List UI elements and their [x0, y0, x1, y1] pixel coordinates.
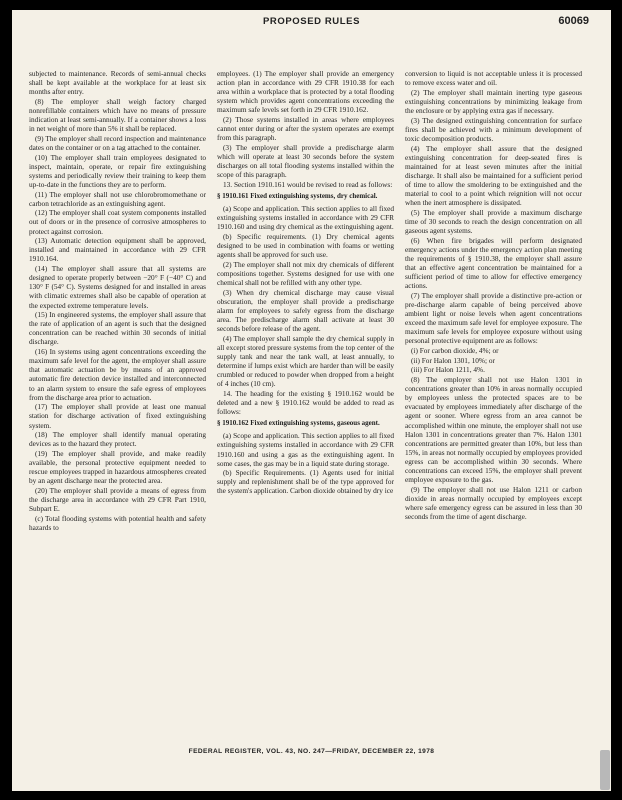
- page-header-title: PROPOSED RULES: [262, 16, 361, 27]
- paragraph: (10) The employer shall train employees designated to inspect, maintain, operate, or repair fire extinguishing systems and periodically review their training to keep them up-to-date in the functions they are to perform.: [29, 152, 206, 189]
- paragraph: (15) In engineered systems, the employer shall assure that the rate of application of an agent is such that the designed concentration can be reached within 30 seconds of initial discharge.: [29, 310, 206, 347]
- paragraph: (8) The employer shall weigh factory charged nonrefillable containers which have no means of pressure indication at least semi-annually. If a container shows a loss in net weight of more than 5% it shall be replaced.: [29, 96, 206, 134]
- paragraph: (8) The employer shall not use Halon 1301 in concentrations greater than 10% in areas normally occupied by employees unless the protected spaces are to be evacuated by employees immediately after discharge of the agent or sooner. Where egress from an area cannot be accomplished within one minute, the employer shall not use Halon 1301 in concentrations greater than 7%. Halon 1301 concentrations are permitted greater than 10%, but less than 15%, in areas not normally occupied by employees provided egress can be accomplished within 30 seconds. Where concentrations can exceed 15%, the employer shall prevent employee exposure to the gas.: [405, 375, 582, 485]
- paragraph: (a) Scope and application. This section applies to all fixed extinguishing systems installed in accordance with 29 CFR 1910.160 and using dry chemical as the extinguishing agent.: [217, 204, 394, 232]
- paragraph: (4) The employer shall assure that the designed extinguishing concentration for deep-seated fires is maintained for at least seven minutes after the initial discharge. It shall also be maintained for a sufficient period of time to allow the smoldering to be extinguished and the material to cool to a point which reignition will not occur when the inert atmosphere is dissipated.: [405, 143, 582, 208]
- paragraph: (3) The designed extinguishing concentration for surface fires shall be achieved with a minimum development of toxic decomposition products.: [405, 115, 582, 143]
- paragraph: (3) The employer shall provide a predischarge alarm which will operate at least 30 seconds before the system discharges on all total flooding systems installed within the scope of this paragraph.: [217, 142, 394, 180]
- text-column-2: [217, 69, 394, 741]
- paragraph: (2) The employer shall not mix dry chemicals of different compositions together. Systems designed for use with one chemical shall not be refilled with any other type.: [217, 259, 394, 288]
- paragraph: (2) The employer shall maintain inerting type gaseous extinguishing concentrations by minimizing leakage from the enclosure or by applying extra gas if necessary.: [405, 87, 582, 115]
- paragraph: (i) For carbon dioxide, 4%; or: [411, 345, 499, 355]
- paragraph: (a) Scope and application. This section applies to all fixed extinguishing systems installed in accordance with 29 CFR 1910.160 and using a gas as the extinguishing agent. In some cases, the gas may be in a liquid state during storage.: [217, 431, 394, 468]
- document-page: [12, 10, 611, 791]
- paragraph: (6) When fire brigades will perform designated emergency actions under the emergency action plan meeting the requirements of § 1910.38, the employer shall assure that an effective agent concentration be maintained for a sufficient period of time to allow for effective emergency actions.: [405, 235, 582, 291]
- paragraph: (9) The employer shall record inspection and maintenance dates on the container or on a tag attached to the container.: [29, 133, 206, 152]
- paragraph: (4) The employer shall sample the dry chemical supply in all except stored pressure systems from the top center of the supply tank and near the tank wall, at least annually, to determine if lumps exist which are harder than will be easily crumbled or reduced to powder when dropped from a height of 4 inches (10 cm).: [217, 333, 394, 389]
- section-heading: § 1910.161 Fixed extinguishing systems, dry chemical.: [217, 192, 378, 200]
- paragraph: (b) Specific Requirements. (1) Agents used for initial supply and replenishment shall be of the type approved for the system's application. Carbon dioxide obtained by dry ice: [217, 468, 394, 496]
- paragraph: (9) The employer shall not use Halon 1211 or carbon dioxide in areas normally occupied by employees except where safe emergency egress can be assured in less than 30 seconds from the time of agent discharge.: [405, 484, 582, 522]
- text-column-3: [405, 69, 582, 741]
- paragraph: (19) The employer shall provide, and make readily available, the personal protective equipment needed to rescue employees trapped in hazardous atmospheres created by an agent discharge near the protected area.: [29, 448, 206, 486]
- paragraph: (2) Those systems installed in areas where employees cannot enter during or after the system operates are exempt from this paragraph.: [217, 115, 394, 143]
- paragraph: (iii) For Halon 1211, 4%.: [411, 365, 485, 375]
- paragraph: (c) Total flooding systems with potential health and safety hazards to: [29, 513, 206, 532]
- paragraph: (7) The employer shall provide a distinctive pre-action or pre-discharge alarm capable of being perceived above ambient light or noise levels when agent concentrations exceed the maximum safe level for employee exposure. The maximum safe levels for employee exposure without using personal protective equipment are as follows:: [405, 290, 582, 346]
- paragraph: (14) The employer shall assure that all systems are designed to operate properly between −20° F (−40° C) and 130° F (54° C). Systems designed for and installed in areas with climatic extremes shall also be capable of operation at the expected extreme temperature levels.: [29, 264, 206, 310]
- page-number: 60069: [558, 15, 589, 27]
- paragraph: 13. Section 1910.161 would be revised to read as follows:: [223, 179, 393, 189]
- paragraph: 14. The heading for the existing § 1910.162 would be deleted and a new § 1910.162 would be added to read as follows:: [217, 388, 394, 417]
- paragraph: employees. (1) The employer shall provide an emergency action plan in accordance with 29 CFR 1910.38 for each area within a workplace that is protected by a total flooding system which provides agent concentrations exceeding the maximum safe levels set forth in 29 CFR 1910.162.: [217, 69, 394, 115]
- paragraph: (13) Automatic detection equipment shall be approved, installed and maintained in accordance with 29 CFR 1910.164.: [29, 236, 206, 264]
- paragraph: (3) When dry chemical discharge may cause visual obscuration, the employer shall provide a predischarge alarm for employees to safely egress from the discharge area. The predischarge alarm shall activate at least 30 seconds before release of the agent.: [217, 287, 394, 334]
- binder-clip: [600, 750, 610, 790]
- paragraph: (5) The employer shall provide a maximum discharge time of 30 seconds to reach the design concentration on all gaseous agent systems.: [405, 207, 582, 235]
- paragraph: (12) The employer shall coat system components installed out of doors or in the presence of corrosive atmospheres to protect against corrosion.: [29, 208, 206, 236]
- paragraph: (11) The employer shall not use chlorobromomethane or carbon tetrachloride as an extinguishing agent.: [29, 189, 206, 208]
- paragraph: (b) Specific requirements. (1) Dry chemical agents designed to be used in combination with foams or wetting agents shall be approved for such use.: [217, 231, 394, 260]
- paragraph: conversion to liquid is not acceptable unless it is processed to remove excess water and oil.: [405, 69, 582, 88]
- paragraph: subjected to maintenance. Records of semi-annual checks shall be kept available at the workplace for at least six months after entry.: [29, 69, 206, 97]
- page-footer: FEDERAL REGISTER, VOL. 43, NO. 247—FRIDAY, DECEMBER 22, 1978: [188, 748, 435, 755]
- paragraph: (18) The employer shall identify manual operating devices as to the hazard they protect.: [29, 430, 206, 449]
- text-column-1: [29, 69, 206, 741]
- paragraph: (ii) For Halon 1301, 10%; or: [411, 355, 495, 365]
- paragraph: (16) In systems using agent concentrations exceeding the maximum safe level for the agent, the employer shall assure that automatic actuation be by means of an approved automatic fire detection device installed and interconnected to an alarm system to ensure the safe egress of employees from the discharge area prior to actuation.: [29, 347, 206, 402]
- paragraph: (17) The employer shall provide at least one manual station for discharge activation of fixed extinguishing system.: [29, 402, 206, 430]
- section-heading: § 1910.162 Fixed extinguishing systems, gaseous agent.: [217, 419, 380, 428]
- paragraph: (20) The employer shall provide a means of egress from the discharge area in accordance with 29 CFR Part 1910, Subpart E.: [29, 485, 206, 514]
